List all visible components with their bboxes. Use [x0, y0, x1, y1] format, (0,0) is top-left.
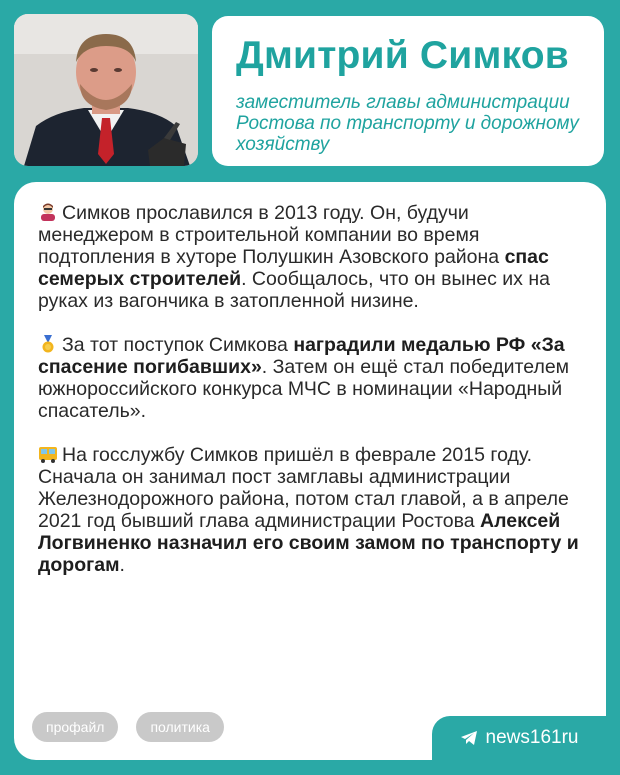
brand-label: news161ru [485, 727, 579, 748]
paragraph-1 [38, 202, 590, 312]
tag-politics[interactable]: политика [136, 712, 224, 742]
paragraph-1-bold: спас семерых строителей [38, 246, 549, 290]
paragraph-1-text: Симков прославился в 2013 году. Он, будучи менеджером в строительной компании во время подтопления в хуторе Полушкин Азовского района [38, 202, 505, 268]
person-icon [38, 203, 58, 221]
paragraph-3-bold: Алексей Логвиненко назначил его своим замом по транспорту и дорогам [38, 510, 579, 576]
portrait-illustration [14, 14, 198, 166]
person-role: заместитель главы администрации Ростова по транспорту и дорожному хозяйству [236, 92, 579, 155]
paragraph-3-text: На госслужбу Симков пришёл в феврале 2015 году. Сначала он занимал пост замглавы администрации Железнодорожного района, потом стал главой, а в апреле 2021 год бывший глава администрации Ростова [38, 444, 569, 532]
person-name: Дмитрий Симков [236, 34, 569, 77]
medal-icon [38, 335, 58, 353]
paragraph-3 [38, 444, 590, 576]
bus-icon [38, 445, 58, 463]
paragraph-2-text: За тот поступок Симкова [62, 334, 294, 356]
portrait-photo [14, 14, 198, 166]
main-card [14, 182, 606, 760]
tags-row [32, 712, 224, 742]
story-text [38, 202, 590, 598]
paragraph-1-text-end: . Сообщалось, что он вынес их на руках из вагончика в затопленной низине. [38, 268, 550, 312]
telegram-icon [460, 730, 478, 746]
paragraph-3-text-end: . [119, 554, 125, 576]
paragraph-2-text-end: . Затем он ещё стал победителем южнороссийского конкурса МЧС в номинации «Народный спасатель». [38, 356, 570, 422]
paragraph-2 [38, 334, 590, 422]
brand-badge[interactable] [432, 716, 606, 760]
tag-profile[interactable]: профайл [32, 712, 118, 742]
paragraph-2-bold: наградили медалью РФ «За спасение погибавших» [38, 334, 565, 378]
header-card [212, 16, 604, 166]
